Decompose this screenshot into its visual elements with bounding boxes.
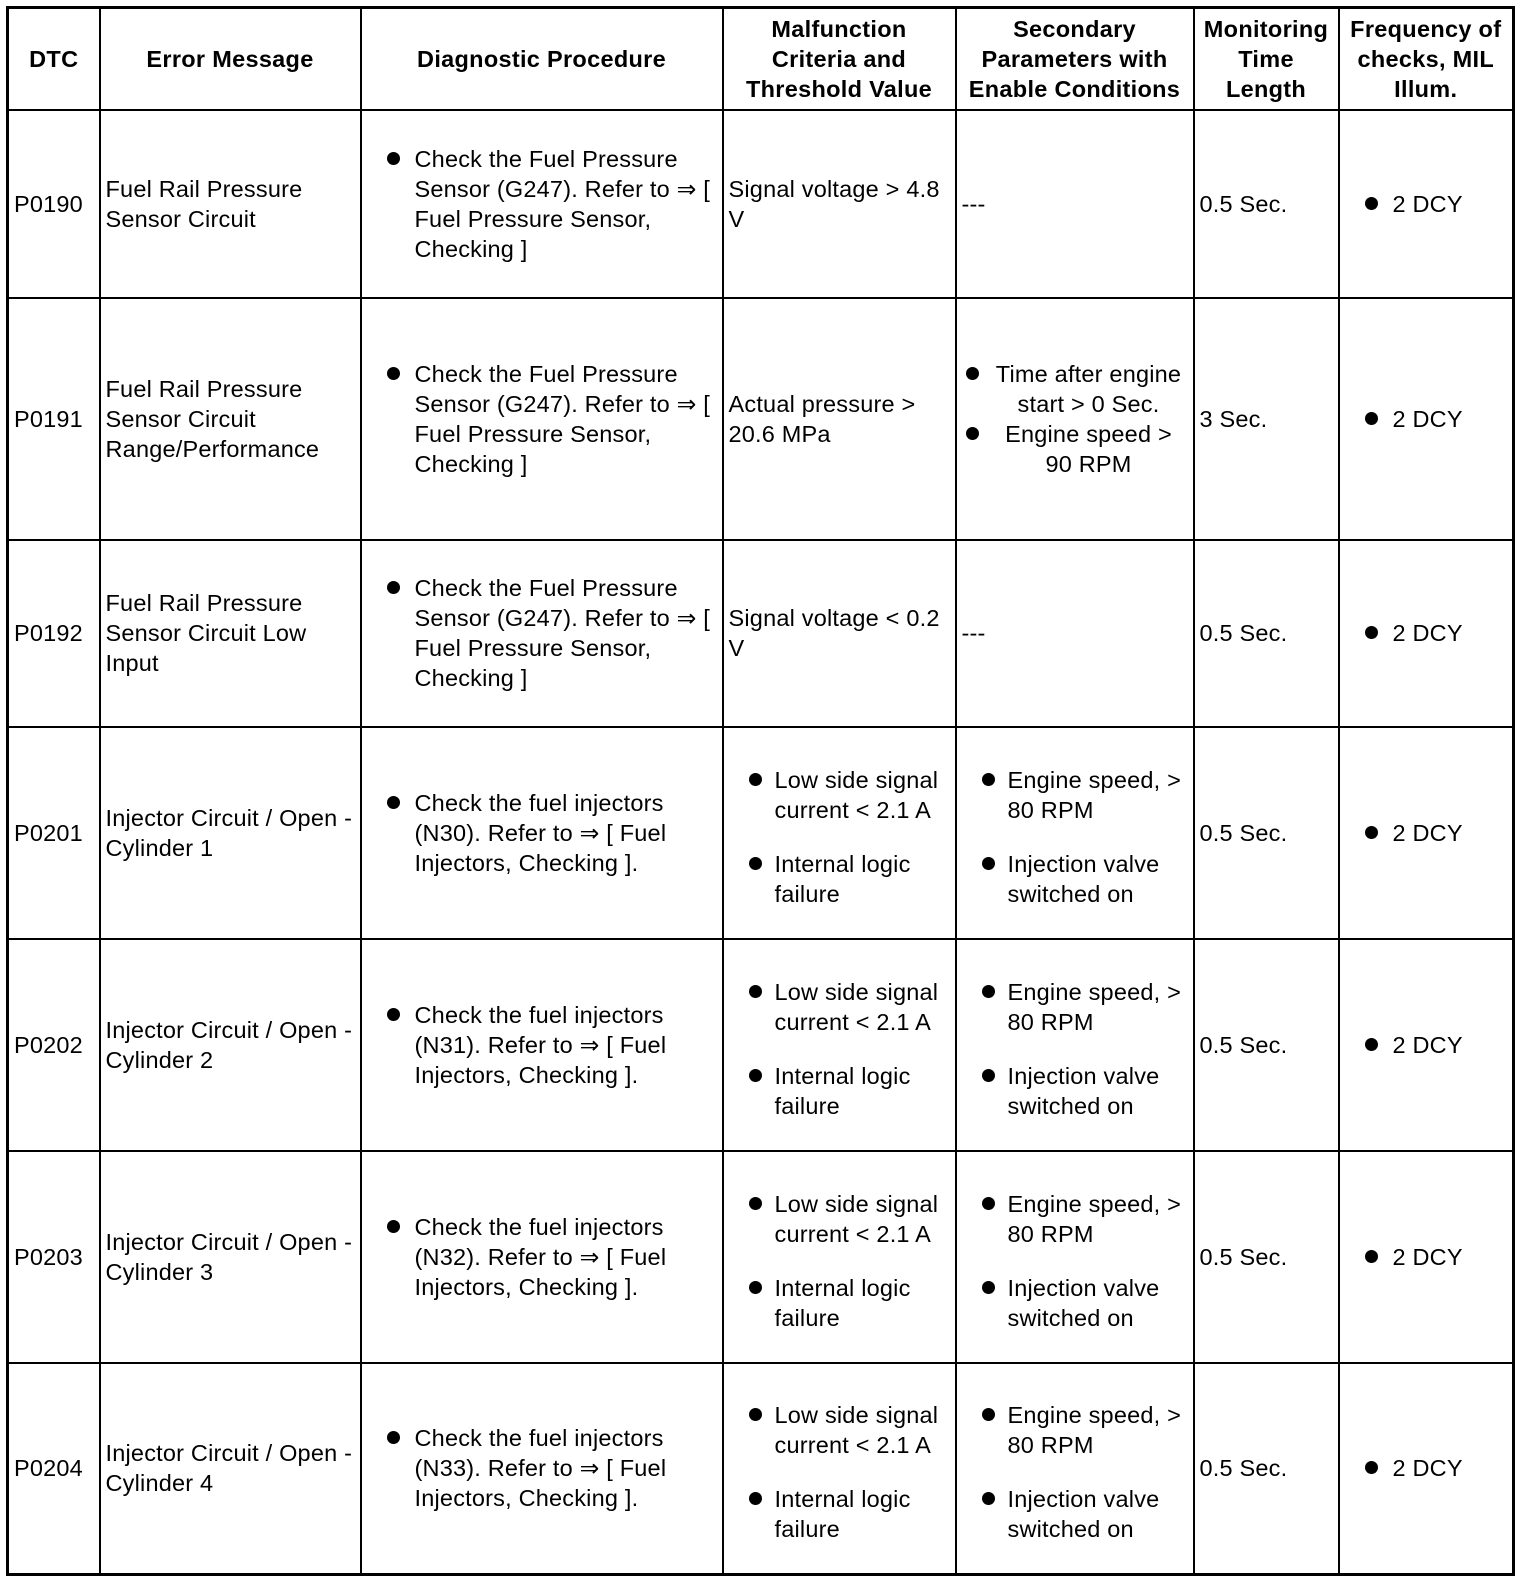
diagnostic-procedure <box>361 727 723 939</box>
header-frequency: Frequency of checks, MIL Illum. <box>1339 8 1514 111</box>
malfunction-criteria: Actual pressure > 20.6 MPa <box>723 298 956 540</box>
frequency-item: 2 DCY <box>1345 1242 1508 1272</box>
frequency-item: 2 DCY <box>1345 404 1508 434</box>
table-row <box>8 939 1514 1151</box>
malfunction-list <box>729 1400 950 1544</box>
header-monitoring-time: Monitoring Time Length <box>1194 8 1339 111</box>
diagnostic-procedure <box>361 1151 723 1363</box>
secondary-list <box>962 977 1188 1121</box>
malfunction-item: Low side signal current < 2.1 A <box>729 977 950 1037</box>
diagnostic-item: Check the Fuel Pressure Sensor (G247). Refer to ⇒ [ Fuel Pressure Sensor, Checking ] <box>367 144 717 264</box>
diagnostic-list <box>367 573 717 693</box>
diagnostic-list <box>367 144 717 264</box>
error-message: Injector Circuit / Open - Cylinder 1 <box>100 727 361 939</box>
secondary-item: Time after engine start > 0 Sec. <box>962 359 1188 419</box>
malfunction-criteria <box>723 1363 956 1575</box>
secondary-list <box>962 1189 1188 1333</box>
monitoring-time: 0.5 Sec. <box>1194 1363 1339 1575</box>
malfunction-item: Low side signal current < 2.1 A <box>729 1189 950 1249</box>
secondary-parameters: --- <box>956 540 1194 728</box>
dtc-code: P0202 <box>8 939 100 1151</box>
table-row <box>8 727 1514 939</box>
table-row <box>8 540 1514 728</box>
dtc-code: P0203 <box>8 1151 100 1363</box>
frequency <box>1339 1151 1514 1363</box>
malfunction-criteria <box>723 727 956 939</box>
frequency-item: 2 DCY <box>1345 189 1508 219</box>
header-error-message: Error Message <box>100 8 361 111</box>
malfunction-item: Low side signal current < 2.1 A <box>729 765 950 825</box>
diagnostic-item: Check the fuel injectors (N33). Refer to ⇒ [ Fuel Injectors, Checking ]. <box>367 1423 717 1513</box>
diagnostic-item: Check the Fuel Pressure Sensor (G247). Refer to ⇒ [ Fuel Pressure Sensor, Checking ] <box>367 359 717 479</box>
frequency-list <box>1345 618 1508 648</box>
malfunction-criteria: Signal voltage > 4.8 V <box>723 110 956 298</box>
diagnostic-item: Check the fuel injectors (N32). Refer to ⇒ [ Fuel Injectors, Checking ]. <box>367 1212 717 1302</box>
table-row <box>8 1151 1514 1363</box>
diagnostic-item: Check the Fuel Pressure Sensor (G247). Refer to ⇒ [ Fuel Pressure Sensor, Checking ] <box>367 573 717 693</box>
malfunction-criteria <box>723 1151 956 1363</box>
frequency-list <box>1345 818 1508 848</box>
frequency <box>1339 939 1514 1151</box>
dtc-code: P0204 <box>8 1363 100 1575</box>
monitoring-time: 0.5 Sec. <box>1194 1151 1339 1363</box>
malfunction-list <box>729 765 950 909</box>
error-message: Injector Circuit / Open - Cylinder 3 <box>100 1151 361 1363</box>
monitoring-time: 3 Sec. <box>1194 298 1339 540</box>
header-secondary-parameters: Secondary Parameters with Enable Conditions <box>956 8 1194 111</box>
malfunction-item: Internal logic failure <box>729 1061 950 1121</box>
table-row <box>8 298 1514 540</box>
monitoring-time: 0.5 Sec. <box>1194 939 1339 1151</box>
dtc-table <box>6 6 1515 1576</box>
dtc-code: P0192 <box>8 540 100 728</box>
malfunction-criteria: Signal voltage < 0.2 V <box>723 540 956 728</box>
error-message: Injector Circuit / Open - Cylinder 2 <box>100 939 361 1151</box>
secondary-item: Engine speed, > 80 RPM <box>962 1189 1188 1249</box>
diagnostic-procedure <box>361 1363 723 1575</box>
frequency-list <box>1345 1242 1508 1272</box>
secondary-list <box>962 765 1188 909</box>
secondary-item: Injection valve switched on <box>962 849 1188 909</box>
dtc-code: P0190 <box>8 110 100 298</box>
dtc-code: P0201 <box>8 727 100 939</box>
secondary-item: Engine speed > 90 RPM <box>962 419 1188 479</box>
diagnostic-item: Check the fuel injectors (N31). Refer to ⇒ [ Fuel Injectors, Checking ]. <box>367 1000 717 1090</box>
secondary-parameters <box>956 727 1194 939</box>
diagnostic-list <box>367 1423 717 1513</box>
frequency-item: 2 DCY <box>1345 618 1508 648</box>
secondary-item: Engine speed, > 80 RPM <box>962 1400 1188 1460</box>
secondary-item: Engine speed, > 80 RPM <box>962 765 1188 825</box>
diagnostic-procedure <box>361 939 723 1151</box>
frequency <box>1339 727 1514 939</box>
malfunction-item: Internal logic failure <box>729 1273 950 1333</box>
header-row <box>8 8 1514 111</box>
frequency <box>1339 540 1514 728</box>
diagnostic-procedure <box>361 540 723 728</box>
frequency <box>1339 110 1514 298</box>
frequency-list <box>1345 1453 1508 1483</box>
secondary-item: Injection valve switched on <box>962 1061 1188 1121</box>
table-row <box>8 1363 1514 1575</box>
malfunction-list <box>729 1189 950 1333</box>
error-message: Injector Circuit / Open - Cylinder 4 <box>100 1363 361 1575</box>
monitoring-time: 0.5 Sec. <box>1194 110 1339 298</box>
malfunction-item: Internal logic failure <box>729 1484 950 1544</box>
frequency-item: 2 DCY <box>1345 818 1508 848</box>
error-message: Fuel Rail Pressure Sensor Circuit Low Input <box>100 540 361 728</box>
error-message: Fuel Rail Pressure Sensor Circuit <box>100 110 361 298</box>
frequency-item: 2 DCY <box>1345 1453 1508 1483</box>
malfunction-list <box>729 977 950 1121</box>
frequency-list <box>1345 1030 1508 1060</box>
dtc-code: P0191 <box>8 298 100 540</box>
frequency-list <box>1345 404 1508 434</box>
malfunction-criteria <box>723 939 956 1151</box>
frequency <box>1339 298 1514 540</box>
header-malfunction-criteria: Malfunction Criteria and Threshold Value <box>723 8 956 111</box>
malfunction-item: Low side signal current < 2.1 A <box>729 1400 950 1460</box>
header-dtc: DTC <box>8 8 100 111</box>
diagnostic-procedure <box>361 110 723 298</box>
frequency-list <box>1345 189 1508 219</box>
secondary-list <box>962 1400 1188 1544</box>
secondary-item: Engine speed, > 80 RPM <box>962 977 1188 1037</box>
diagnostic-list <box>367 359 717 479</box>
secondary-parameters <box>956 298 1194 540</box>
secondary-item: Injection valve switched on <box>962 1273 1188 1333</box>
frequency <box>1339 1363 1514 1575</box>
monitoring-time: 0.5 Sec. <box>1194 727 1339 939</box>
secondary-parameters <box>956 939 1194 1151</box>
malfunction-item: Internal logic failure <box>729 849 950 909</box>
secondary-parameters: --- <box>956 110 1194 298</box>
secondary-parameters <box>956 1151 1194 1363</box>
diagnostic-procedure <box>361 298 723 540</box>
header-diagnostic-procedure: Diagnostic Procedure <box>361 8 723 111</box>
diagnostic-list <box>367 1000 717 1090</box>
table-row <box>8 110 1514 298</box>
diagnostic-list <box>367 1212 717 1302</box>
diagnostic-list <box>367 788 717 878</box>
secondary-list <box>962 359 1188 479</box>
diagnostic-item: Check the fuel injectors (N30). Refer to ⇒ [ Fuel Injectors, Checking ]. <box>367 788 717 878</box>
secondary-parameters <box>956 1363 1194 1575</box>
error-message: Fuel Rail Pressure Sensor Circuit Range/Performance <box>100 298 361 540</box>
monitoring-time: 0.5 Sec. <box>1194 540 1339 728</box>
secondary-item: Injection valve switched on <box>962 1484 1188 1544</box>
frequency-item: 2 DCY <box>1345 1030 1508 1060</box>
